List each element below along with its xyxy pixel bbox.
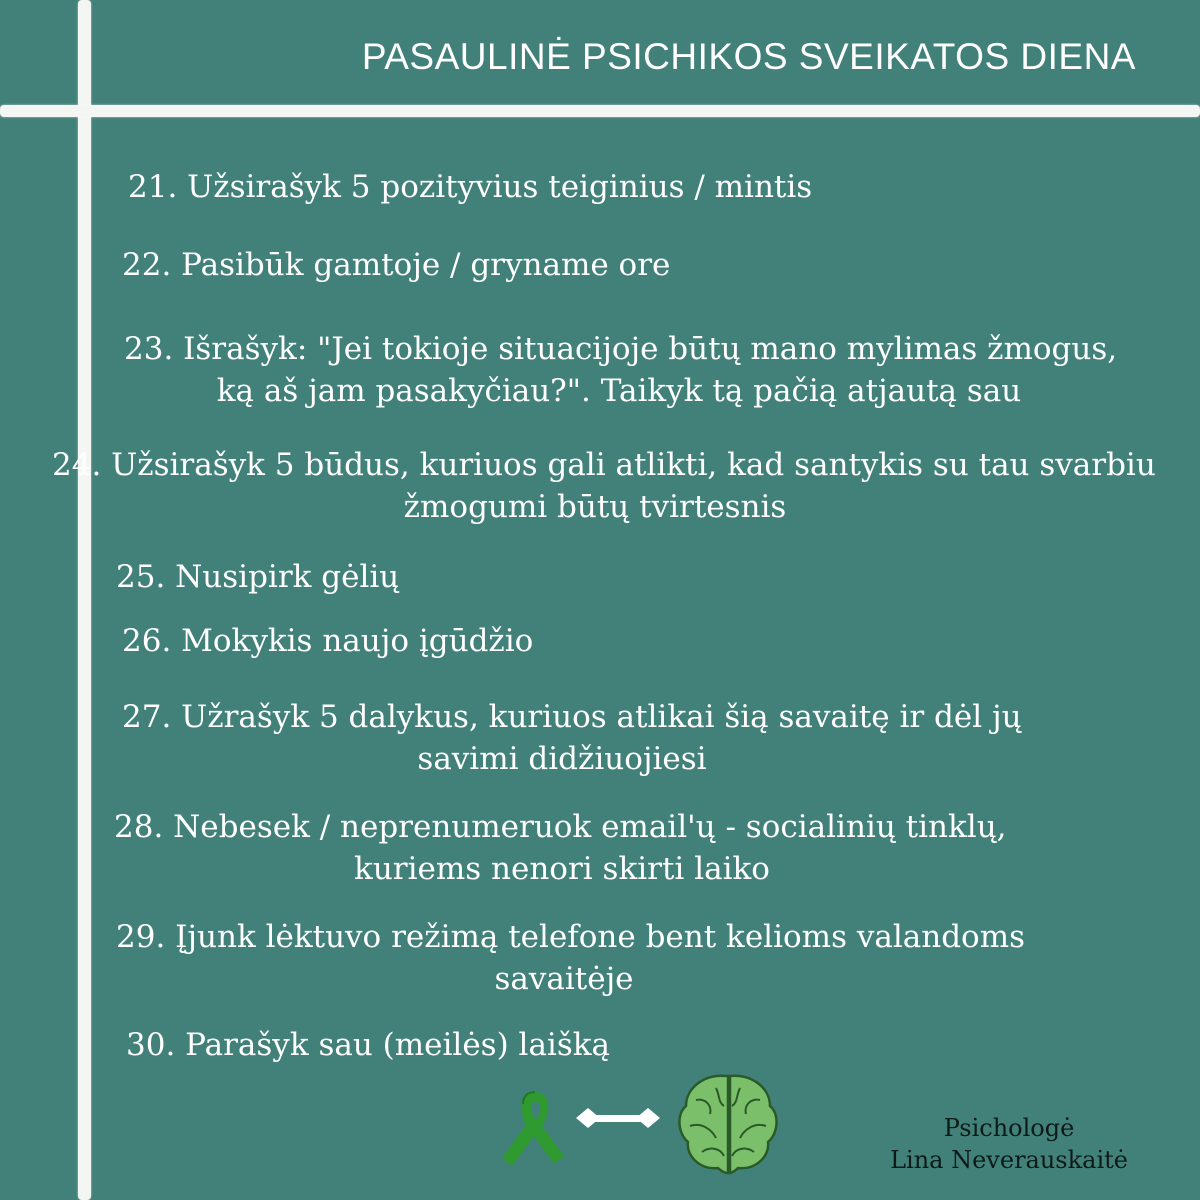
list-item-text: 25. Nusipirk gėlių	[116, 559, 400, 595]
list-item-text-continued: kuriems nenori skirti laiko	[354, 851, 770, 887]
list-item-25	[116, 556, 399, 598]
list-item-22	[122, 244, 670, 286]
chalk-line-horizontal	[0, 105, 1200, 117]
signature-title: Psichologė	[943, 1114, 1075, 1142]
signature-name: Lina Neverauskaitė	[890, 1146, 1128, 1174]
list-item-text: 27. Užrašyk 5 dalykus, kuriuos atlikai šią savaitę ir dėl jų	[122, 699, 1022, 735]
list-item-text-continued: žmogumi būtų tvirtesnis	[403, 489, 787, 525]
chalk-line-vertical	[78, 0, 91, 1200]
footer-icons-svg	[490, 1070, 790, 1180]
list-item-text: 22. Pasibūk gamtoje / gryname ore	[122, 247, 671, 283]
list-item-26	[122, 620, 533, 662]
list-item-text: 30. Parašyk sau (meilės) laišką	[126, 1027, 611, 1063]
footer-icons	[490, 1070, 790, 1180]
list-item-21	[128, 166, 812, 208]
brain-icon	[679, 1076, 776, 1173]
list-item-30	[126, 1024, 610, 1066]
list-item-28	[114, 806, 1010, 890]
list-item-text-continued: savaitėje	[494, 961, 634, 997]
green-ribbon-icon	[502, 1092, 564, 1166]
list-item-text: 29. Įjunk lėktuvo režimą telefone bent kelioms valandoms	[116, 919, 1026, 955]
list-item-text-continued: ką aš jam pasakyčiau?". Taikyk tą pačią atjautą sau	[216, 373, 1022, 409]
list-item-29	[116, 916, 1026, 1000]
list-item-text-continued: savimi didžiuojiesi	[417, 741, 707, 777]
list-item-text: 28. Nebesek / neprenumeruok email'ų - socialinių tinklų,	[114, 809, 1007, 845]
signature	[890, 1112, 1128, 1176]
list-item-text: 21. Užsirašyk 5 pozityvius teiginius / mintis	[128, 169, 813, 205]
list-item-text: 26. Mokykis naujo įgūdžio	[122, 623, 534, 659]
list-item-text: 24. Užsirašyk 5 būdus, kuriuos gali atlikti, kad santykis su tau svarbiu	[52, 447, 1156, 483]
link-connector-icon	[576, 1108, 660, 1128]
list-item-27	[122, 696, 1022, 780]
list-item-text: 23. Išrašyk: "Jei tokioje situacijoje būtų mano mylimas žmogus,	[124, 331, 1118, 367]
list-item-24	[52, 444, 1156, 528]
list-item-23	[124, 328, 1118, 412]
page-title: PASAULINĖ PSICHIKOS SVEIKATOS DIENA	[361, 36, 1136, 77]
